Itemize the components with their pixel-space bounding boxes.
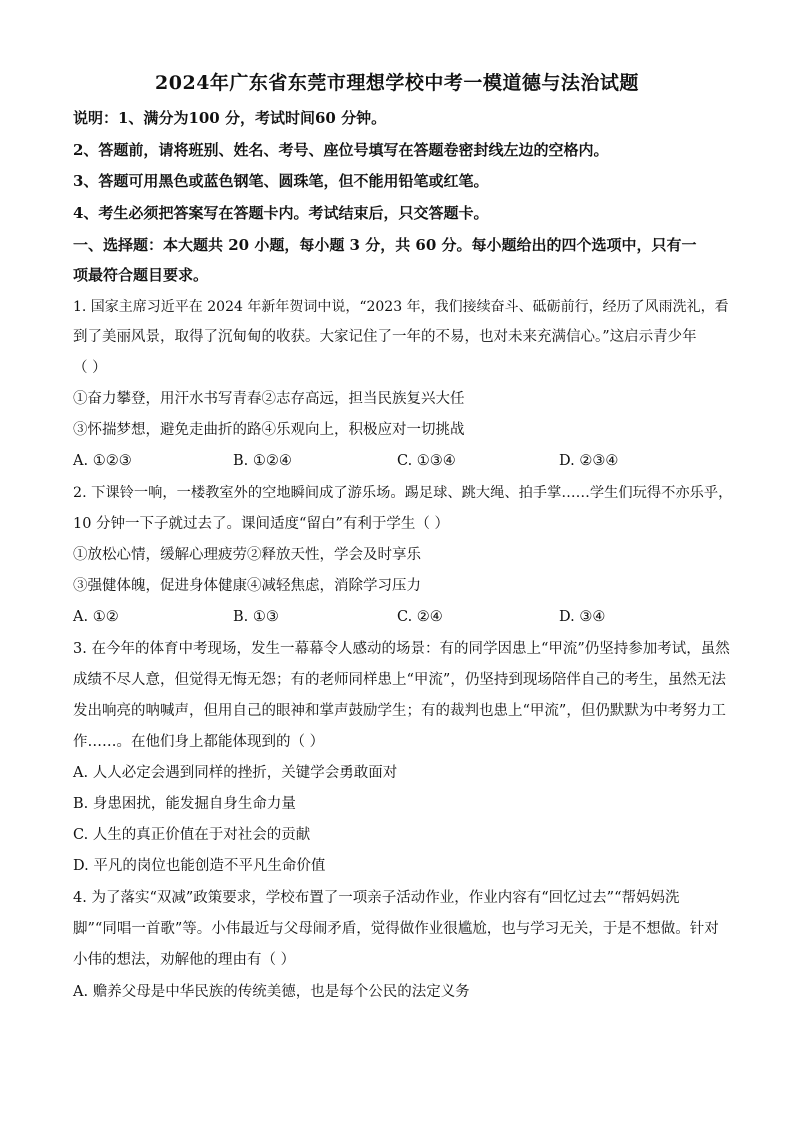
q3-option-a: A. 人人必定会遇到同样的挫折，关键学会勇敢面对: [73, 765, 398, 781]
q2-stem-line: 2. 下课铃一响，一楼教室外的空地瞬间成了游乐场。踢足球、跳大绳、拍手掌……学生们玩得不亦乐乎，: [73, 485, 733, 501]
q4-stem-line: 4. 为了落实“双减”政策要求，学校布置了一项亲子活动作业，作业内容有“回忆过去”“帮妈妈洗: [73, 890, 680, 906]
q3-stem-line: 3. 在今年的体育中考现场，发生一幕幕令人感动的场景：有的同学因患上“甲流”仍坚持参加考试，虽然: [73, 641, 730, 657]
q2-option-c: C. ②④: [397, 609, 443, 625]
q2-option-b: B. ①③: [233, 609, 279, 625]
q1-blank: （ ）: [73, 360, 107, 376]
instruction-1: 说明：1、满分为100 分，考试时间60 分钟。: [73, 109, 387, 127]
q1-option-a: A. ①②③: [73, 453, 132, 469]
q2-statement-line: ①放松心情，缓解心理疲劳②释放天性，学会及时享乐: [73, 547, 421, 563]
q2-statement-line: ③强健体魄，促进身体健康④减轻焦虑，消除学习压力: [73, 578, 421, 594]
q3-stem-line: 发出响亮的呐喊声，但用自己的眼神和掌声鼓励学生；有的裁判也患上“甲流”，但仍默默为中考努力工: [73, 703, 726, 719]
instruction-4: 4、考生必须把答案写在答题卡内。考试结束后，只交答题卡。: [73, 204, 489, 222]
q3-option-d: D. 平凡的岗位也能创造不平凡生命价值: [73, 858, 326, 874]
q2-option-a: A. ①②: [73, 609, 119, 625]
instruction-3: 3、答题可用黑色或蓝色钢笔、圆珠笔，但不能用铅笔或红笔。: [73, 172, 489, 190]
instruction-2: 2、答题前，请将班别、姓名、考号、座位号填写在答题卷密封线左边的空格内。: [73, 141, 609, 159]
section-heading-cont: 项最符合题目要求。: [73, 266, 209, 284]
q1-statement-line: ③怀揣梦想，避免走曲折的路④乐观向上，积极应对一切挑战: [73, 422, 465, 438]
q4-option-a: A. 赡养父母是中华民族的传统美德，也是每个公民的法定义务: [73, 984, 470, 1000]
q1-statement-line: ①奋力攀登，用汗水书写青春②志存高远，担当民族复兴大任: [73, 391, 465, 407]
q3-option-c: C. 人生的真正价值在于对社会的贡献: [73, 827, 311, 843]
q1-option-d: D. ②③④: [559, 453, 619, 469]
q3-option-b: B. 身患困扰，能发掘自身生命力量: [73, 796, 296, 812]
q1-stem-line: 1. 国家主席习近平在 2024 年新年贺词中说，“2023 年，我们接续奋斗、砥砺前行，经历了风雨洗礼，看: [73, 299, 729, 315]
q4-stem-line: 小伟的想法，劝解他的理由有（ ）: [73, 952, 296, 968]
q1-option-c: C. ①③④: [397, 453, 456, 469]
q2-option-d: D. ③④: [559, 609, 606, 625]
section-heading: 一、选择题：本大题共 20 小题，每小题 3 分，共 60 分。每小题给出的四个选项中，只有一: [73, 236, 697, 254]
q2-stem-line: 10 分钟一下子就过去了。课间适度“留白”有利于学生（ ）: [73, 516, 449, 532]
page-title: 2024年广东省东莞市理想学校中考一模道德与法治试题: [155, 72, 639, 94]
q4-stem-line: 脚”“同唱一首歌”等。小伟最近与父母闹矛盾，觉得做作业很尴尬，也与学习无关，于是不想做。针对: [73, 921, 719, 937]
q1-stem-line: 到了美丽风景，取得了沉甸甸的收获。大家记住了一年的不易，也对未来充满信心。”这启示青少年: [73, 329, 697, 345]
q3-stem-line: 作……。在他们身上都能体现到的（ ）: [73, 734, 325, 750]
q1-option-b: B. ①②④: [233, 453, 292, 469]
q3-stem-line: 成绩不尽人意，但觉得无悔无怨；有的老师同样患上“甲流”，仍坚持到现场陪伴自己的考生，虽然无法: [73, 672, 726, 688]
